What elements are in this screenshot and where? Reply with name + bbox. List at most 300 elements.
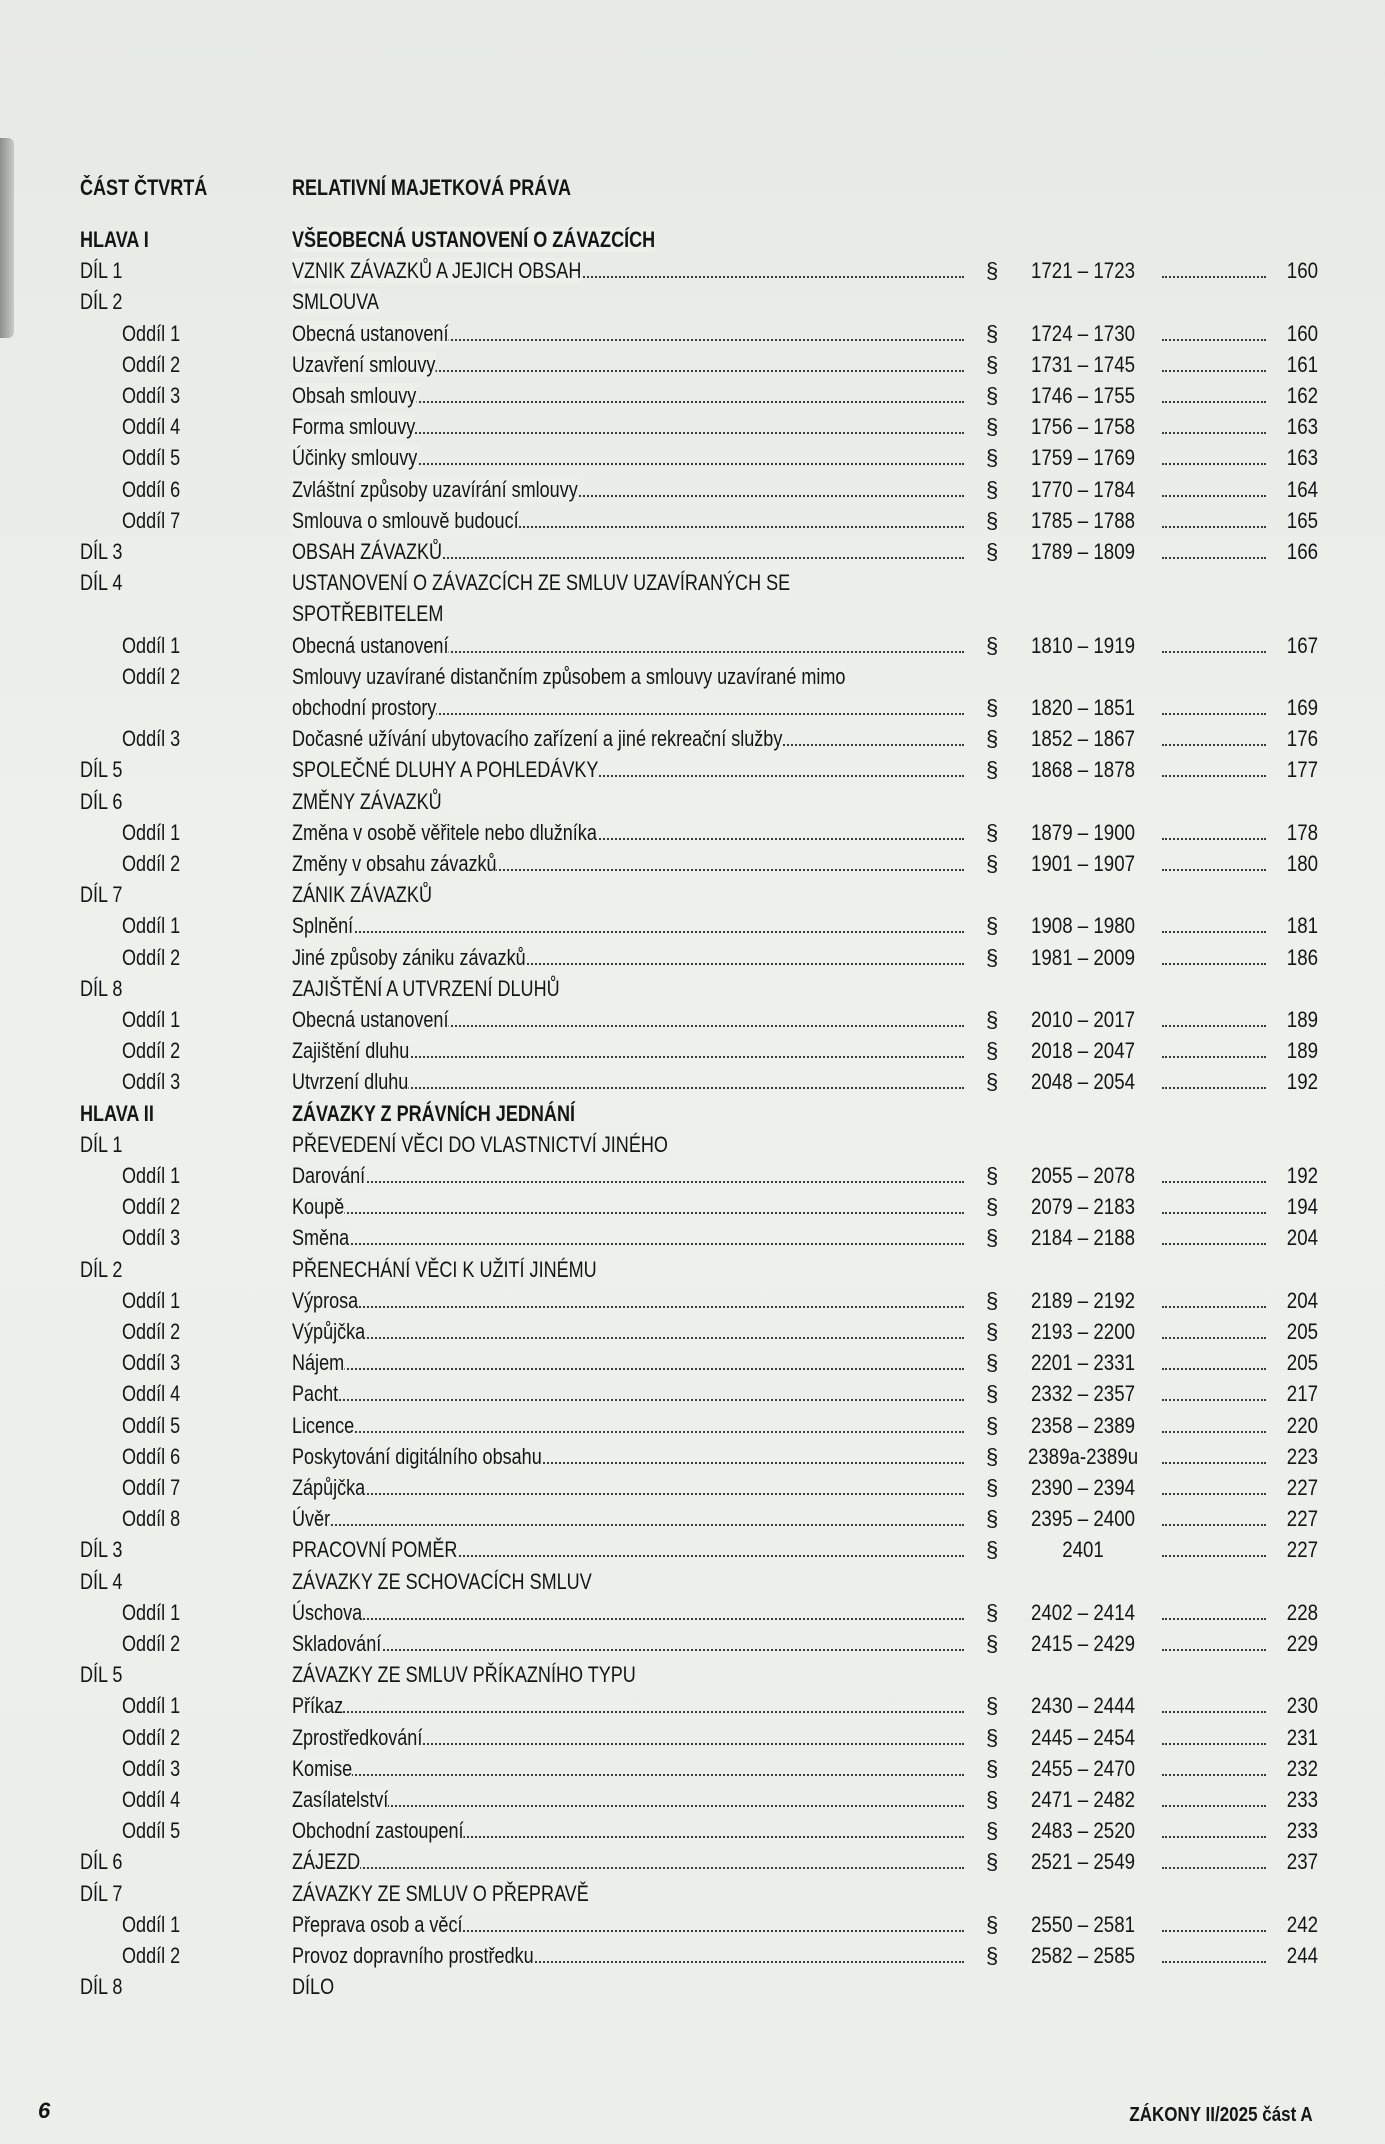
toc-row — [0, 505, 1385, 536]
toc-row — [0, 786, 1385, 817]
page-leader-dots — [1162, 775, 1266, 777]
page-ref: 178 — [1286, 819, 1318, 845]
toc-row — [0, 1222, 1385, 1253]
section-label: Oddíl 1 — [122, 632, 181, 658]
section-range: 1879 – 1900 — [1031, 819, 1135, 845]
paragraph-symbol: § — [986, 1475, 999, 1500]
chapter-label: DÍL 5 — [80, 1662, 123, 1688]
entry-title: ZÁVAZKY ZE SCHOVACÍCH SMLUV — [292, 1568, 592, 1594]
section-range: 2402 – 2414 — [1031, 1599, 1135, 1625]
page-ref: 164 — [1286, 476, 1318, 502]
section-label: Oddíl 4 — [122, 1787, 181, 1812]
toc-row — [0, 1534, 1385, 1565]
section-label: Oddíl 1 — [122, 913, 181, 939]
page-ref: 204 — [1286, 1225, 1318, 1251]
page-ref: 165 — [1286, 507, 1318, 533]
page-leader-dots — [1162, 1462, 1266, 1464]
page-leader-dots — [1162, 1087, 1266, 1089]
section-label: Oddíl 5 — [122, 445, 181, 471]
section-range: 1908 – 1980 — [1031, 913, 1135, 939]
section-range: 1724 – 1730 — [1031, 320, 1135, 346]
page-ref: 163 — [1286, 445, 1318, 471]
entry-title: Přeprava osob a věcí — [292, 1911, 463, 1937]
section-range: 2010 – 2017 — [1031, 1007, 1135, 1032]
toc-row — [0, 817, 1385, 848]
page-leader-dots — [1162, 463, 1266, 465]
page-ref: 205 — [1286, 1319, 1318, 1344]
page-leader-dots — [1162, 869, 1266, 871]
toc-row — [0, 1909, 1385, 1940]
toc-row — [0, 1690, 1385, 1721]
page-leader-dots — [1162, 1649, 1266, 1651]
section-range: 2415 – 2429 — [1031, 1631, 1135, 1656]
section-range: 2389a-2389u — [1027, 1443, 1139, 1469]
entry-title: Forma smlouvy — [292, 414, 416, 440]
page-leader-dots — [1162, 931, 1266, 933]
paragraph-symbol: § — [986, 726, 999, 752]
entry-title: Komise — [292, 1755, 353, 1781]
entry-title: Zasílatelství — [292, 1787, 389, 1812]
section-range: 1770 – 1784 — [1031, 476, 1135, 502]
entry-title: Jiné způsoby zániku závazků — [292, 944, 526, 970]
toc-row — [0, 1628, 1385, 1659]
toc-row — [0, 255, 1385, 286]
paragraph-symbol: § — [986, 851, 999, 876]
entry-title: Obsah smlouvy — [292, 383, 417, 408]
section-label: Oddíl 4 — [122, 414, 181, 440]
page-ref: 217 — [1286, 1381, 1318, 1407]
chapter-label: DÍL 1 — [80, 1131, 123, 1157]
toc-row — [0, 630, 1385, 661]
page-ref: 177 — [1286, 757, 1318, 783]
entry-title: Výpůjčka — [292, 1319, 366, 1344]
page-ref: 237 — [1286, 1849, 1318, 1875]
section-range: 1759 – 1769 — [1031, 445, 1135, 471]
section-label: Oddíl 2 — [122, 663, 181, 689]
page-ref: 227 — [1286, 1506, 1318, 1532]
toc-row — [0, 411, 1385, 442]
section-label: Oddíl 6 — [122, 476, 181, 502]
page-ref: 180 — [1286, 851, 1318, 876]
entry-title: SMLOUVA — [292, 289, 379, 315]
entry-title: Příkaz — [292, 1693, 344, 1719]
toc-row — [0, 1441, 1385, 1472]
page-ref: 233 — [1286, 1818, 1318, 1844]
page-leader-dots — [1162, 1836, 1266, 1838]
toc-row — [0, 1347, 1385, 1378]
section-range: 2184 – 2188 — [1031, 1225, 1135, 1251]
paragraph-symbol: § — [986, 1787, 999, 1812]
part-heading-row — [0, 172, 1385, 203]
page-leader-dots — [1162, 1524, 1266, 1526]
section-label: Oddíl 2 — [122, 1631, 181, 1656]
section-label: Oddíl 2 — [122, 1038, 181, 1064]
section-range: 1901 – 1907 — [1031, 851, 1135, 876]
entry-title: Zprostředkování — [292, 1724, 423, 1750]
part-title: RELATIVNÍ MAJETKOVÁ PRÁVA — [292, 175, 571, 200]
section-range: 1721 – 1723 — [1031, 258, 1135, 284]
page-leader-dots — [1162, 1337, 1266, 1339]
page-ref: 181 — [1286, 913, 1318, 939]
toc-row — [0, 1316, 1385, 1347]
toc-row — [0, 536, 1385, 567]
toc-row — [0, 723, 1385, 754]
section-range: 2582 – 2585 — [1031, 1943, 1135, 1968]
section-range: 2401 — [1062, 1537, 1104, 1563]
entry-title: ZMĚNY ZÁVAZKŮ — [292, 788, 442, 814]
chapter-label: DÍL 5 — [80, 757, 123, 783]
section-label: Oddíl 5 — [122, 1412, 181, 1438]
page-number: 6 — [38, 2098, 51, 2123]
chapter-label: DÍL 3 — [80, 1537, 123, 1563]
toc-row — [0, 879, 1385, 910]
toc-row — [0, 1784, 1385, 1815]
section-range: 2395 – 2400 — [1031, 1506, 1135, 1532]
toc-row — [0, 1846, 1385, 1877]
section-label: Oddíl 2 — [122, 1194, 181, 1220]
entry-title: Obchodní zastoupení — [292, 1818, 464, 1844]
paragraph-symbol: § — [986, 258, 999, 284]
paragraph-symbol: § — [986, 1194, 999, 1220]
page-ref: 227 — [1286, 1537, 1318, 1563]
entry-title: PRACOVNÍ POMĚR — [292, 1537, 458, 1563]
section-label: Oddíl 5 — [122, 1818, 181, 1844]
paragraph-symbol: § — [986, 351, 999, 377]
entry-title: Darování — [292, 1163, 366, 1188]
page-leader-dots — [1162, 1306, 1266, 1308]
paragraph-symbol: § — [986, 1319, 999, 1344]
entry-title: Poskytování digitálního obsahu — [292, 1443, 542, 1469]
section-label: Oddíl 1 — [122, 320, 181, 346]
chapter-label: HLAVA II — [80, 1100, 154, 1126]
paragraph-symbol: § — [986, 1911, 999, 1937]
entry-title: Dočasné užívání ubytovacího zařízení a jiné rekreační služby — [292, 726, 783, 752]
chapter-label: DÍL 2 — [80, 289, 123, 315]
page-leader-dots — [1162, 432, 1266, 434]
section-range: 1789 – 1809 — [1031, 539, 1135, 564]
section-label: Oddíl 2 — [122, 1943, 181, 1968]
toc-row — [0, 1004, 1385, 1035]
section-range: 2018 – 2047 — [1031, 1038, 1135, 1064]
section-label: Oddíl 1 — [122, 1911, 181, 1937]
toc-row — [0, 1254, 1385, 1285]
entry-title: Splnění — [292, 913, 354, 939]
part-label: ČÁST ČTVRTÁ — [80, 175, 208, 200]
section-range: 2358 – 2389 — [1031, 1412, 1135, 1438]
section-label: Oddíl 2 — [122, 1724, 181, 1750]
page-ref: 223 — [1286, 1443, 1318, 1469]
toc-row — [0, 1659, 1385, 1690]
chapter-label: DÍL 6 — [80, 1849, 123, 1875]
toc-row — [0, 474, 1385, 505]
page-leader-dots — [1162, 1867, 1266, 1869]
page-ref: 192 — [1286, 1163, 1318, 1188]
section-label: Oddíl 2 — [122, 351, 181, 377]
chapter-label: DÍL 8 — [80, 975, 123, 1001]
toc-row — [0, 692, 1385, 723]
page-ref: 233 — [1286, 1787, 1318, 1812]
toc-row — [0, 318, 1385, 349]
toc-row — [0, 1410, 1385, 1441]
page-ref: 194 — [1286, 1194, 1318, 1220]
paragraph-symbol: § — [986, 1412, 999, 1438]
page-leader-dots — [1162, 1056, 1266, 1058]
paragraph-symbol: § — [986, 445, 999, 471]
entry-title: VŠEOBECNÁ USTANOVENÍ O ZÁVAZCÍCH — [292, 227, 656, 252]
section-label: Oddíl 3 — [122, 1225, 181, 1251]
page-ref: 166 — [1286, 539, 1318, 564]
paragraph-symbol: § — [986, 1225, 999, 1251]
section-range: 2521 – 2549 — [1031, 1849, 1135, 1875]
page-leader-dots — [1162, 651, 1266, 653]
page-leader-dots — [1162, 1930, 1266, 1932]
page-leader-dots — [1162, 1961, 1266, 1963]
paragraph-symbol: § — [986, 695, 999, 720]
section-range: 2445 – 2454 — [1031, 1724, 1135, 1750]
page-leader-dots — [1162, 1711, 1266, 1713]
entry-title: ZÁVAZKY ZE SMLUV PŘÍKAZNÍHO TYPU — [292, 1662, 636, 1688]
entry-title: PŘEVEDENÍ VĚCI DO VLASTNICTVÍ JINÉHO — [292, 1131, 668, 1157]
section-range: 2390 – 2394 — [1031, 1475, 1135, 1500]
entry-title: ZÁNIK ZÁVAZKŮ — [292, 882, 433, 908]
page-ref: 231 — [1286, 1724, 1318, 1750]
section-label: Oddíl 1 — [122, 1007, 181, 1032]
paragraph-symbol: § — [986, 913, 999, 939]
paragraph-symbol: § — [986, 1350, 999, 1376]
page-ref: 169 — [1286, 695, 1318, 720]
page-ref: 227 — [1286, 1475, 1318, 1500]
page-ref: 220 — [1286, 1412, 1318, 1438]
page-leader-dots — [1162, 1774, 1266, 1776]
entry-title: Změny v obsahu závazků — [292, 851, 497, 876]
chapter-label: DÍL 6 — [80, 788, 123, 814]
section-range: 1746 – 1755 — [1031, 383, 1135, 408]
page-leader-dots — [1162, 1181, 1266, 1183]
toc-row — [0, 973, 1385, 1004]
toc-row — [0, 567, 1385, 598]
section-range: 1810 – 1919 — [1031, 632, 1135, 658]
toc-row — [0, 1815, 1385, 1846]
section-label: Oddíl 3 — [122, 1350, 181, 1376]
page-leader-dots — [1162, 370, 1266, 372]
chapter-label: HLAVA I — [80, 227, 149, 252]
page-leader-dots — [1162, 744, 1266, 746]
toc-row — [0, 910, 1385, 941]
entry-title: Zápůjčka — [292, 1475, 366, 1500]
page-leader-dots — [1162, 339, 1266, 341]
publication-title: ZÁKONY II/2025 část A — [1129, 2104, 1313, 2126]
section-range: 2471 – 2482 — [1031, 1787, 1135, 1812]
section-label: Oddíl 1 — [122, 1287, 181, 1313]
page-ref: 205 — [1286, 1350, 1318, 1376]
paragraph-symbol: § — [986, 632, 999, 658]
toc-row — [0, 942, 1385, 973]
chapter-label: DÍL 2 — [80, 1256, 123, 1282]
paragraph-symbol: § — [986, 1755, 999, 1781]
section-range: 2550 – 2581 — [1031, 1911, 1135, 1937]
paragraph-symbol: § — [986, 1818, 999, 1844]
toc-row — [0, 224, 1385, 255]
toc-row — [0, 1503, 1385, 1534]
toc-row — [0, 1066, 1385, 1097]
section-range: 1785 – 1788 — [1031, 507, 1135, 533]
page-leader-dots — [1162, 713, 1266, 715]
section-range: 2055 – 2078 — [1031, 1163, 1135, 1188]
section-range: 2455 – 2470 — [1031, 1755, 1135, 1781]
paragraph-symbol: § — [986, 1599, 999, 1625]
entry-title: Provoz dopravního prostředku — [292, 1943, 534, 1968]
page-leader-dots — [1162, 1399, 1266, 1401]
section-range: 2332 – 2357 — [1031, 1381, 1135, 1407]
toc-row — [0, 1597, 1385, 1628]
section-label: Oddíl 3 — [122, 1069, 181, 1095]
section-label: Oddíl 4 — [122, 1381, 181, 1407]
entry-title: Nájem — [292, 1350, 345, 1376]
section-range: 2201 – 2331 — [1031, 1350, 1135, 1376]
toc-row — [0, 1940, 1385, 1971]
page-ref: 186 — [1286, 944, 1318, 970]
entry-title: Změna v osobě věřitele nebo dlužníka — [292, 819, 597, 845]
entry-title: ZAJIŠTĚNÍ A UTVRZENÍ DLUHŮ — [292, 975, 560, 1001]
page-leader-dots — [1162, 1555, 1266, 1557]
chapter-label: DÍL 4 — [80, 570, 123, 596]
entry-title: Výprosa — [292, 1287, 359, 1313]
section-range: 1868 – 1878 — [1031, 757, 1135, 783]
section-label: Oddíl 1 — [122, 1693, 181, 1719]
toc-row — [0, 286, 1385, 317]
page-ref: 160 — [1286, 258, 1318, 284]
paragraph-symbol: § — [986, 1443, 999, 1469]
entry-title: Zajištění dluhu — [292, 1038, 410, 1064]
page-ref: 161 — [1286, 351, 1318, 377]
section-range: 2048 – 2054 — [1031, 1069, 1135, 1095]
page-leader-dots — [1162, 838, 1266, 840]
entry-title: ZÁVAZKY Z PRÁVNÍCH JEDNÁNÍ — [292, 1100, 575, 1126]
toc-row — [0, 1035, 1385, 1066]
entry-title: Úvěr — [292, 1506, 331, 1532]
chapter-label: DÍL 3 — [80, 539, 123, 564]
paragraph-symbol: § — [986, 1537, 999, 1563]
entry-title: Obecná ustanovení — [292, 1007, 449, 1032]
entry-title: Úschova — [292, 1599, 363, 1625]
page-leader-dots — [1162, 495, 1266, 497]
entry-title: Účinky smlouvy — [292, 445, 418, 471]
paragraph-symbol: § — [986, 1069, 999, 1095]
section-range: 2189 – 2192 — [1031, 1287, 1135, 1313]
entry-title: Utvrzení dluhu — [292, 1069, 409, 1095]
page-leader-dots — [1162, 1368, 1266, 1370]
toc-row — [0, 1722, 1385, 1753]
toc-row — [0, 1472, 1385, 1503]
paragraph-symbol: § — [986, 1693, 999, 1719]
paragraph-symbol: § — [986, 1007, 999, 1032]
page-ref: 204 — [1286, 1287, 1318, 1313]
paragraph-symbol: § — [986, 414, 999, 440]
section-range: 1981 – 2009 — [1031, 944, 1135, 970]
section-label: Oddíl 8 — [122, 1506, 181, 1532]
entry-title: SPOTŘEBITELEM — [292, 601, 444, 627]
page-leader-dots — [1162, 401, 1266, 403]
section-label: Oddíl 6 — [122, 1443, 181, 1469]
page-leader-dots — [1162, 1618, 1266, 1620]
toc-row — [0, 380, 1385, 411]
toc-row — [0, 1566, 1385, 1597]
section-label: Oddíl 1 — [122, 1163, 181, 1188]
page-ref: 230 — [1286, 1693, 1318, 1719]
paragraph-symbol: § — [986, 1163, 999, 1188]
page-ref: 244 — [1286, 1943, 1318, 1968]
paragraph-symbol: § — [986, 383, 999, 408]
chapter-label: DÍL 7 — [80, 1880, 123, 1906]
section-range: 2079 – 2183 — [1031, 1194, 1135, 1220]
section-label: Oddíl 2 — [122, 1319, 181, 1344]
section-label: Oddíl 2 — [122, 851, 181, 876]
paragraph-symbol: § — [986, 819, 999, 845]
chapter-label: DÍL 7 — [80, 882, 123, 908]
entry-title: Koupě — [292, 1194, 345, 1220]
paragraph-symbol: § — [986, 1506, 999, 1532]
entry-title: Smlouvy uzavírané distančním způsobem a smlouvy uzavírané mimo — [292, 663, 846, 689]
page-leader-dots — [1162, 276, 1266, 278]
page-leader-dots — [1162, 526, 1266, 528]
chapter-label: DÍL 1 — [80, 258, 123, 284]
section-label: Oddíl 1 — [122, 819, 181, 845]
page-ref: 232 — [1286, 1755, 1318, 1781]
toc-row — [0, 349, 1385, 380]
toc-row — [0, 1971, 1385, 2002]
section-range: 1852 – 1867 — [1031, 726, 1135, 752]
toc-row — [0, 598, 1385, 629]
page-ref: 163 — [1286, 414, 1318, 440]
entry-title: USTANOVENÍ O ZÁVAZCÍCH ZE SMLUV UZAVÍRANÝCH SE — [292, 570, 791, 596]
paragraph-symbol: § — [986, 1849, 999, 1875]
page-leader-dots — [1162, 963, 1266, 965]
entry-title: PŘENECHÁNÍ VĚCI K UŽITÍ JINÉMU — [292, 1256, 597, 1282]
toc-row — [0, 1129, 1385, 1160]
section-range: 1756 – 1758 — [1031, 414, 1135, 440]
paragraph-symbol: § — [986, 1381, 999, 1407]
paragraph-symbol: § — [986, 1943, 999, 1968]
paragraph-symbol: § — [986, 1724, 999, 1750]
entry-title: Obecná ustanovení — [292, 320, 449, 346]
toc-row — [0, 754, 1385, 785]
page-leader-dots — [1162, 1743, 1266, 1745]
entry-title: Licence — [292, 1412, 355, 1438]
toc-row — [0, 661, 1385, 692]
paragraph-symbol: § — [986, 1038, 999, 1064]
page-leader-dots — [1162, 1212, 1266, 1214]
page-ref: 189 — [1286, 1038, 1318, 1064]
page-ref: 189 — [1286, 1007, 1318, 1032]
page-ref: 160 — [1286, 320, 1318, 346]
page-leader-dots — [1162, 557, 1266, 559]
paragraph-symbol: § — [986, 1631, 999, 1656]
entry-title: SPOLEČNÉ DLUHY A POHLEDÁVKY — [292, 757, 599, 783]
section-range: 2430 – 2444 — [1031, 1693, 1135, 1719]
page-leader-dots — [1162, 1243, 1266, 1245]
entry-title: Skladování — [292, 1631, 382, 1656]
toc-row — [0, 848, 1385, 879]
section-label: Oddíl 7 — [122, 507, 181, 533]
entry-title: OBSAH ZÁVAZKŮ — [292, 539, 443, 564]
section-label: Oddíl 7 — [122, 1475, 181, 1500]
page-ref: 229 — [1286, 1631, 1318, 1656]
entry-title: DÍLO — [292, 1974, 335, 2000]
section-range: 1731 – 1745 — [1031, 351, 1135, 377]
paragraph-symbol: § — [986, 757, 999, 783]
toc-row — [0, 1878, 1385, 1909]
paragraph-symbol: § — [986, 476, 999, 502]
